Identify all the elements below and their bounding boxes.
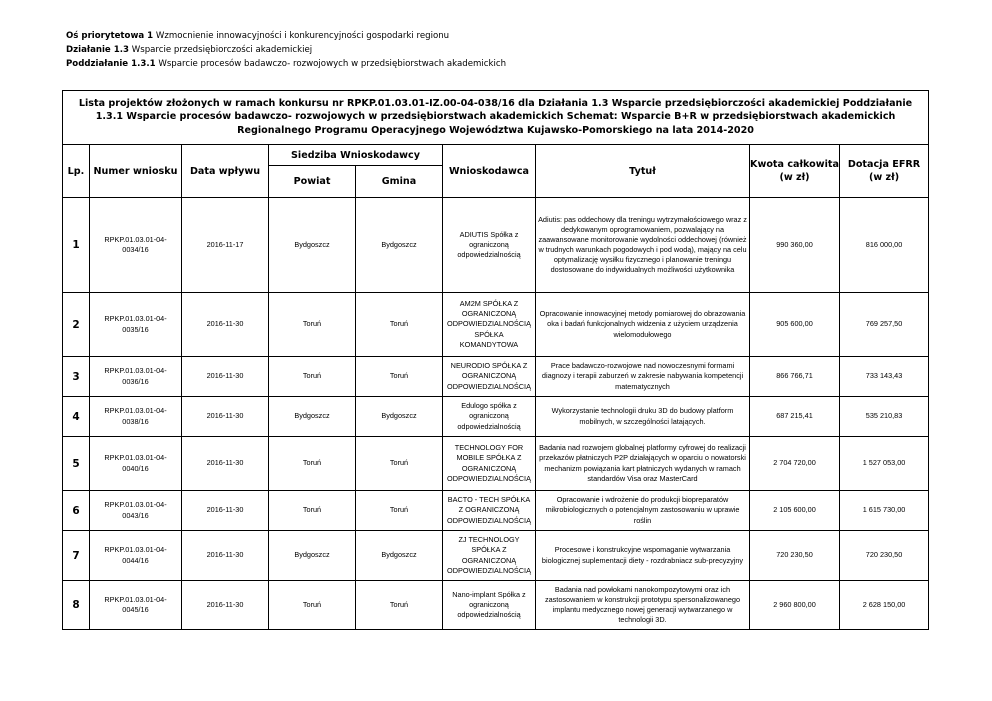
cell-numer: RPKP.01.03.01-04-0038/16 xyxy=(90,397,182,437)
cell-lp: 1 xyxy=(63,198,90,293)
action-text: Wsparcie przedsiębiorczości akademickiej xyxy=(128,45,313,55)
subaction-text: Wsparcie procesów badawczo- rozwojowych w przedsiębiorstwach akademickich xyxy=(155,59,507,69)
table-row xyxy=(63,198,929,293)
col-header-gmina: Gmina xyxy=(356,166,443,198)
cell-lp: 6 xyxy=(63,491,90,531)
subaction-line xyxy=(66,57,506,71)
cell-tytul: Adiutis: pas oddechowy dla treningu wytrzymałościowego wraz z dedykowanym oprogramowaniem, pozwalający na zaawansowane monitorowanie wydolności oddechowej (również w trudnych warunkach pogodowych i pod wodą), mający na celu optymalizację wysiłku fizycznego i planowanie treningu dostosowane do indywidualnych możliwości użytkownika xyxy=(536,198,750,293)
cell-tytul: Opracowanie i wdrożenie do produkcji biopreparatów mikrobiologicznych o potencjalnym zastosowaniu w uprawie roślin xyxy=(536,491,750,531)
cell-numer: RPKP.01.03.01-04-0040/16 xyxy=(90,437,182,491)
priority-axis-label: Oś priorytetowa 1 xyxy=(66,31,154,41)
table-title: Lista projektów złożonych w ramach konkursu nr RPKP.01.03.01-IZ.00-04-038/16 dla Działania 1.3 Wsparcie przedsiębiorczości akademickiej Poddziałanie 1.3.1 Wsparcie procesów badawczo- rozwojowych w przedsiębiorstwach akademickich Schemat: Wsparcie B+R w przedsiębiorstwach akademickich Regionalnego Programu Operacyjnego Województwa Kujawsko-Pomorskiego na lata 2014-2020 xyxy=(63,91,929,145)
cell-kwota: 905 600,00 xyxy=(750,293,840,357)
cell-kwota: 2 960 800,00 xyxy=(750,581,840,630)
cell-wnioskodawca: TECHNOLOGY FOR MOBILE SPÓŁKA Z OGRANICZONĄ ODPOWIEDZIALNOŚCIĄ xyxy=(443,437,536,491)
cell-dotacja: 1 527 053,00 xyxy=(840,437,929,491)
col-header-kwota: Kwota całkowita (w zł) xyxy=(750,145,840,198)
cell-data: 2016-11-30 xyxy=(182,437,269,491)
cell-numer: RPKP.01.03.01-04-0035/16 xyxy=(90,293,182,357)
cell-wnioskodawca: ADIUTIS Spółka z ograniczoną odpowiedzialnością xyxy=(443,198,536,293)
cell-data: 2016-11-17 xyxy=(182,198,269,293)
cell-tytul: Badania nad rozwojem globalnej platformy cyfrowej do realizacji przekazów płatniczych P2P działających w oparciu o nowatorski mechanizm powiązania kart płatniczych wydanych w ramach standardów Visa oraz MasterCard xyxy=(536,437,750,491)
table-row xyxy=(63,397,929,437)
cell-gmina: Toruń xyxy=(356,581,443,630)
cell-data: 2016-11-30 xyxy=(182,531,269,581)
cell-powiat: Toruń xyxy=(269,437,356,491)
cell-tytul: Procesowe i konstrukcyjne wspomaganie wytwarzania biologicznej suplementacji diety - rozdrabniacz sub-precyzyjny xyxy=(536,531,750,581)
cell-wnioskodawca: NEURODIO SPÓŁKA Z OGRANICZONĄ ODPOWIEDZIALNOŚCIĄ xyxy=(443,357,536,397)
col-header-lp: Lp. xyxy=(63,145,90,198)
cell-lp: 5 xyxy=(63,437,90,491)
cell-dotacja: 535 210,83 xyxy=(840,397,929,437)
cell-data: 2016-11-30 xyxy=(182,581,269,630)
table-row xyxy=(63,437,929,491)
cell-numer: RPKP.01.03.01-04-0036/16 xyxy=(90,357,182,397)
table-row xyxy=(63,357,929,397)
cell-kwota: 866 766,71 xyxy=(750,357,840,397)
cell-dotacja: 1 615 730,00 xyxy=(840,491,929,531)
cell-powiat: Toruń xyxy=(269,293,356,357)
col-header-powiat: Powiat xyxy=(269,166,356,198)
cell-gmina: Bydgoszcz xyxy=(356,198,443,293)
cell-tytul: Opracowanie innowacyjnej metody pomiarowej do obrazowania oka i badań funkcjonalnych widzenia z użyciem urządzenia wielomodułowego xyxy=(536,293,750,357)
cell-data: 2016-11-30 xyxy=(182,357,269,397)
cell-data: 2016-11-30 xyxy=(182,491,269,531)
cell-numer: RPKP.01.03.01-04-0044/16 xyxy=(90,531,182,581)
cell-data: 2016-11-30 xyxy=(182,293,269,357)
table-row xyxy=(63,491,929,531)
cell-lp: 2 xyxy=(63,293,90,357)
priority-axis-text: Wzmocnienie innowacyjności i konkurencyjności gospodarki regionu xyxy=(153,31,450,41)
cell-dotacja: 816 000,00 xyxy=(840,198,929,293)
col-header-numer: Numer wniosku xyxy=(90,145,182,198)
cell-data: 2016-11-30 xyxy=(182,397,269,437)
cell-kwota: 720 230,50 xyxy=(750,531,840,581)
cell-lp: 8 xyxy=(63,581,90,630)
cell-lp: 7 xyxy=(63,531,90,581)
cell-gmina: Bydgoszcz xyxy=(356,531,443,581)
cell-gmina: Toruń xyxy=(356,357,443,397)
cell-kwota: 990 360,00 xyxy=(750,198,840,293)
table-row xyxy=(63,293,929,357)
cell-powiat: Toruń xyxy=(269,357,356,397)
col-header-wnioskodawca: Wnioskodawca xyxy=(443,145,536,198)
cell-dotacja: 720 230,50 xyxy=(840,531,929,581)
cell-powiat: Bydgoszcz xyxy=(269,198,356,293)
cell-numer: RPKP.01.03.01-04-0045/16 xyxy=(90,581,182,630)
table-row xyxy=(63,531,929,581)
cell-numer: RPKP.01.03.01-04-0043/16 xyxy=(90,491,182,531)
cell-wnioskodawca: Nano-implant Spółka z ograniczoną odpowiedzialnością xyxy=(443,581,536,630)
document-header xyxy=(66,29,506,71)
cell-powiat: Toruń xyxy=(269,581,356,630)
cell-numer: RPKP.01.03.01-04-0034/16 xyxy=(90,198,182,293)
table-row xyxy=(63,581,929,630)
col-header-siedziba: Siedziba Wnioskodawcy xyxy=(269,145,443,166)
cell-gmina: Toruń xyxy=(356,491,443,531)
cell-tytul: Wykorzystanie technologii druku 3D do budowy platform mobilnych, w szczególności latających. xyxy=(536,397,750,437)
cell-powiat: Toruń xyxy=(269,491,356,531)
cell-powiat: Bydgoszcz xyxy=(269,397,356,437)
subaction-label: Poddziałanie 1.3.1 xyxy=(66,59,156,69)
col-header-dotacja: Dotacja EFRR (w zł) xyxy=(840,145,929,198)
cell-wnioskodawca: ZJ TECHNOLOGY SPÓŁKA Z OGRANICZONĄ ODPOWIEDZIALNOŚCIĄ xyxy=(443,531,536,581)
action-label: Działanie 1.3 xyxy=(66,45,129,55)
cell-dotacja: 733 143,43 xyxy=(840,357,929,397)
priority-axis-line xyxy=(66,29,506,43)
cell-lp: 3 xyxy=(63,357,90,397)
cell-dotacja: 2 628 150,00 xyxy=(840,581,929,630)
cell-dotacja: 769 257,50 xyxy=(840,293,929,357)
col-header-data: Data wpływu xyxy=(182,145,269,198)
cell-powiat: Bydgoszcz xyxy=(269,531,356,581)
cell-lp: 4 xyxy=(63,397,90,437)
action-line xyxy=(66,43,506,57)
col-header-tytul: Tytuł xyxy=(536,145,750,198)
cell-kwota: 2 105 600,00 xyxy=(750,491,840,531)
cell-gmina: Bydgoszcz xyxy=(356,397,443,437)
cell-kwota: 2 704 720,00 xyxy=(750,437,840,491)
cell-wnioskodawca: Edulogo spółka z ograniczoną odpowiedzialnością xyxy=(443,397,536,437)
cell-tytul: Prace badawczo-rozwojowe nad nowoczesnymi formami diagnozy i terapii zaburzeń w zakresie nabywania kompetencji matematycznych xyxy=(536,357,750,397)
cell-gmina: Toruń xyxy=(356,293,443,357)
cell-kwota: 687 215,41 xyxy=(750,397,840,437)
cell-wnioskodawca: BACTO - TECH SPÓŁKA Z OGRANICZONĄ ODPOWIEDZIALNOŚCIĄ xyxy=(443,491,536,531)
projects-table xyxy=(62,90,929,630)
cell-gmina: Toruń xyxy=(356,437,443,491)
cell-wnioskodawca: AM2M SPÓŁKA Z OGRANICZONĄ ODPOWIEDZIALNOŚCIĄ SPÓŁKA KOMANDYTOWA xyxy=(443,293,536,357)
cell-tytul: Badania nad powłokami nanokompozytowymi oraz ich zastosowaniem w konstrukcji prototypu spersonalizowanego implantu medycznego nowej generacji wytwarzanego w technologii 3D. xyxy=(536,581,750,630)
